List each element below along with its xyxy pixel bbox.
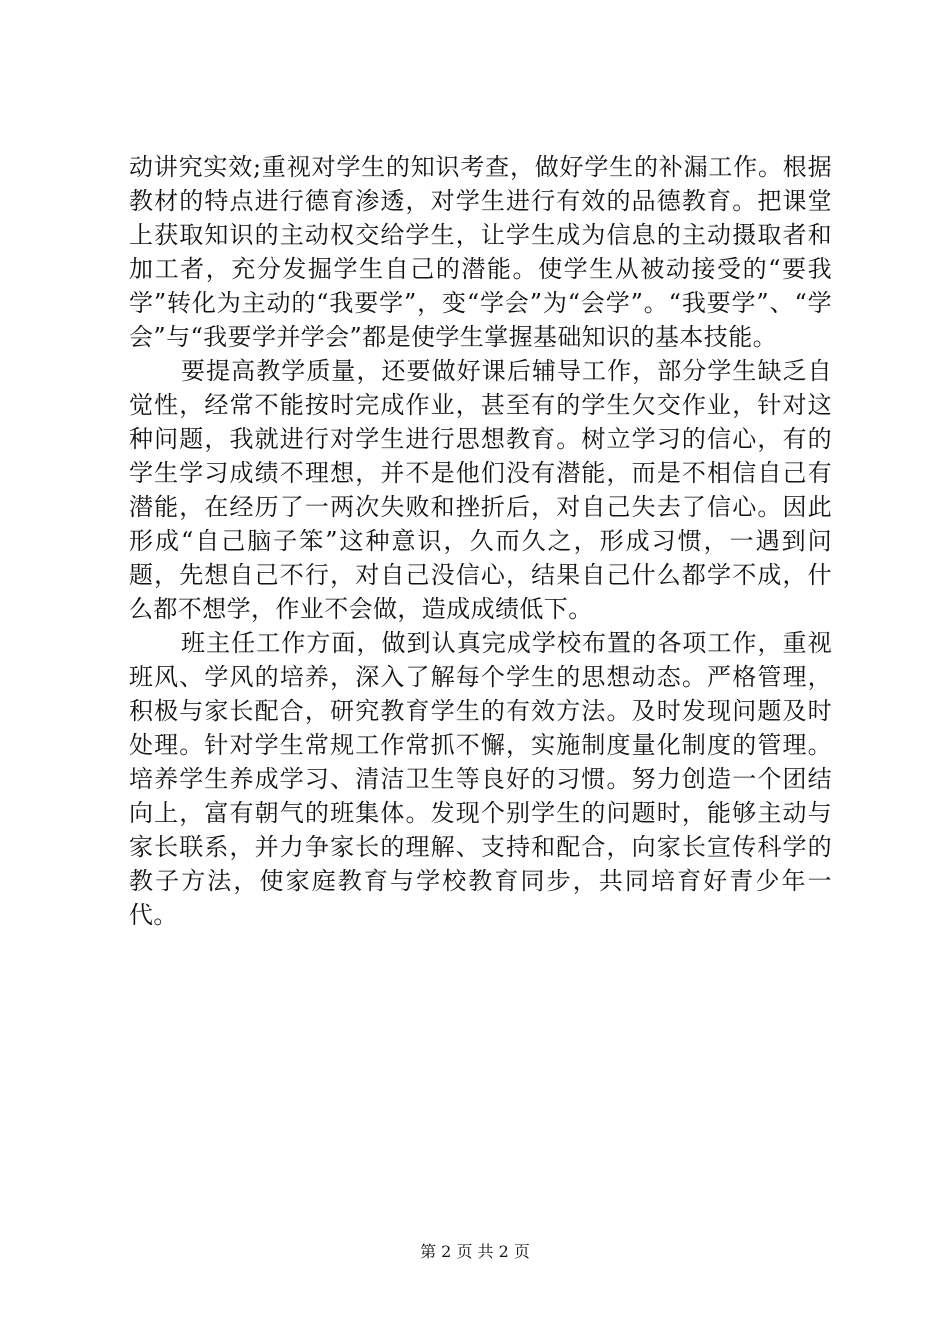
paragraph-2: 要提高教学质量，还要做好课后辅导工作，部分学生缺乏自觉性，经常不能按时完成作业，甚至有的学生欠交作业，针对这种问题，我就进行对学生进行思想教育。树立学习的信心，有的学生学习成绩不理想，并不是他们没有潜能，而是不相信自己有潜能，在经历了一两次失败和挫折后，对自己失去了信心。因此形成“自己脑子笨”这种意识，久而久之，形成习惯，一遇到问题，先想自己不行，对自己没信心，结果自己什么都学不成，什么都不想学，作业不会做，造成成绩低下。: [129, 357, 832, 623]
paragraph-3: 班主任工作方面，做到认真完成学校布置的各项工作，重视班风、学风的培养，深入了解每个学生的思想动态。严格管理，积极与家长配合，研究教育学生的有效方法。及时发现问题及时处理。针对学生常规工作常抓不懈，实施制度量化制度的管理。培养学生养成学习、清洁卫生等良好的习惯。努力创造一个团结向上，富有朝气的班集体。发现个别学生的问题时，能够主动与家长联系，并力争家长的理解、支持和配合，向家长宣传科学的教子方法，使家庭教育与学校教育同步，共同培育好青少年一代。: [129, 629, 832, 929]
paragraph-1: 动讲究实效;重视对学生的知识考查，做好学生的补漏工作。根据教材的特点进行德育渗透，对学生进行有效的品德教育。把课堂上获取知识的主动权交给学生，让学生成为信息的主动摄取者和加工者，充分发掘学生自己的潜能。使学生从被动接受的“要我学”转化为主动的“我要学”，变“学会”为“会学”。“我要学”、“学会”与“我要学并学会”都是使学生掌握基础知识的基本技能。: [129, 153, 832, 351]
document-body: [129, 150, 832, 932]
page-number-footer: 第 2 页 共 2 页: [420, 1242, 530, 1261]
